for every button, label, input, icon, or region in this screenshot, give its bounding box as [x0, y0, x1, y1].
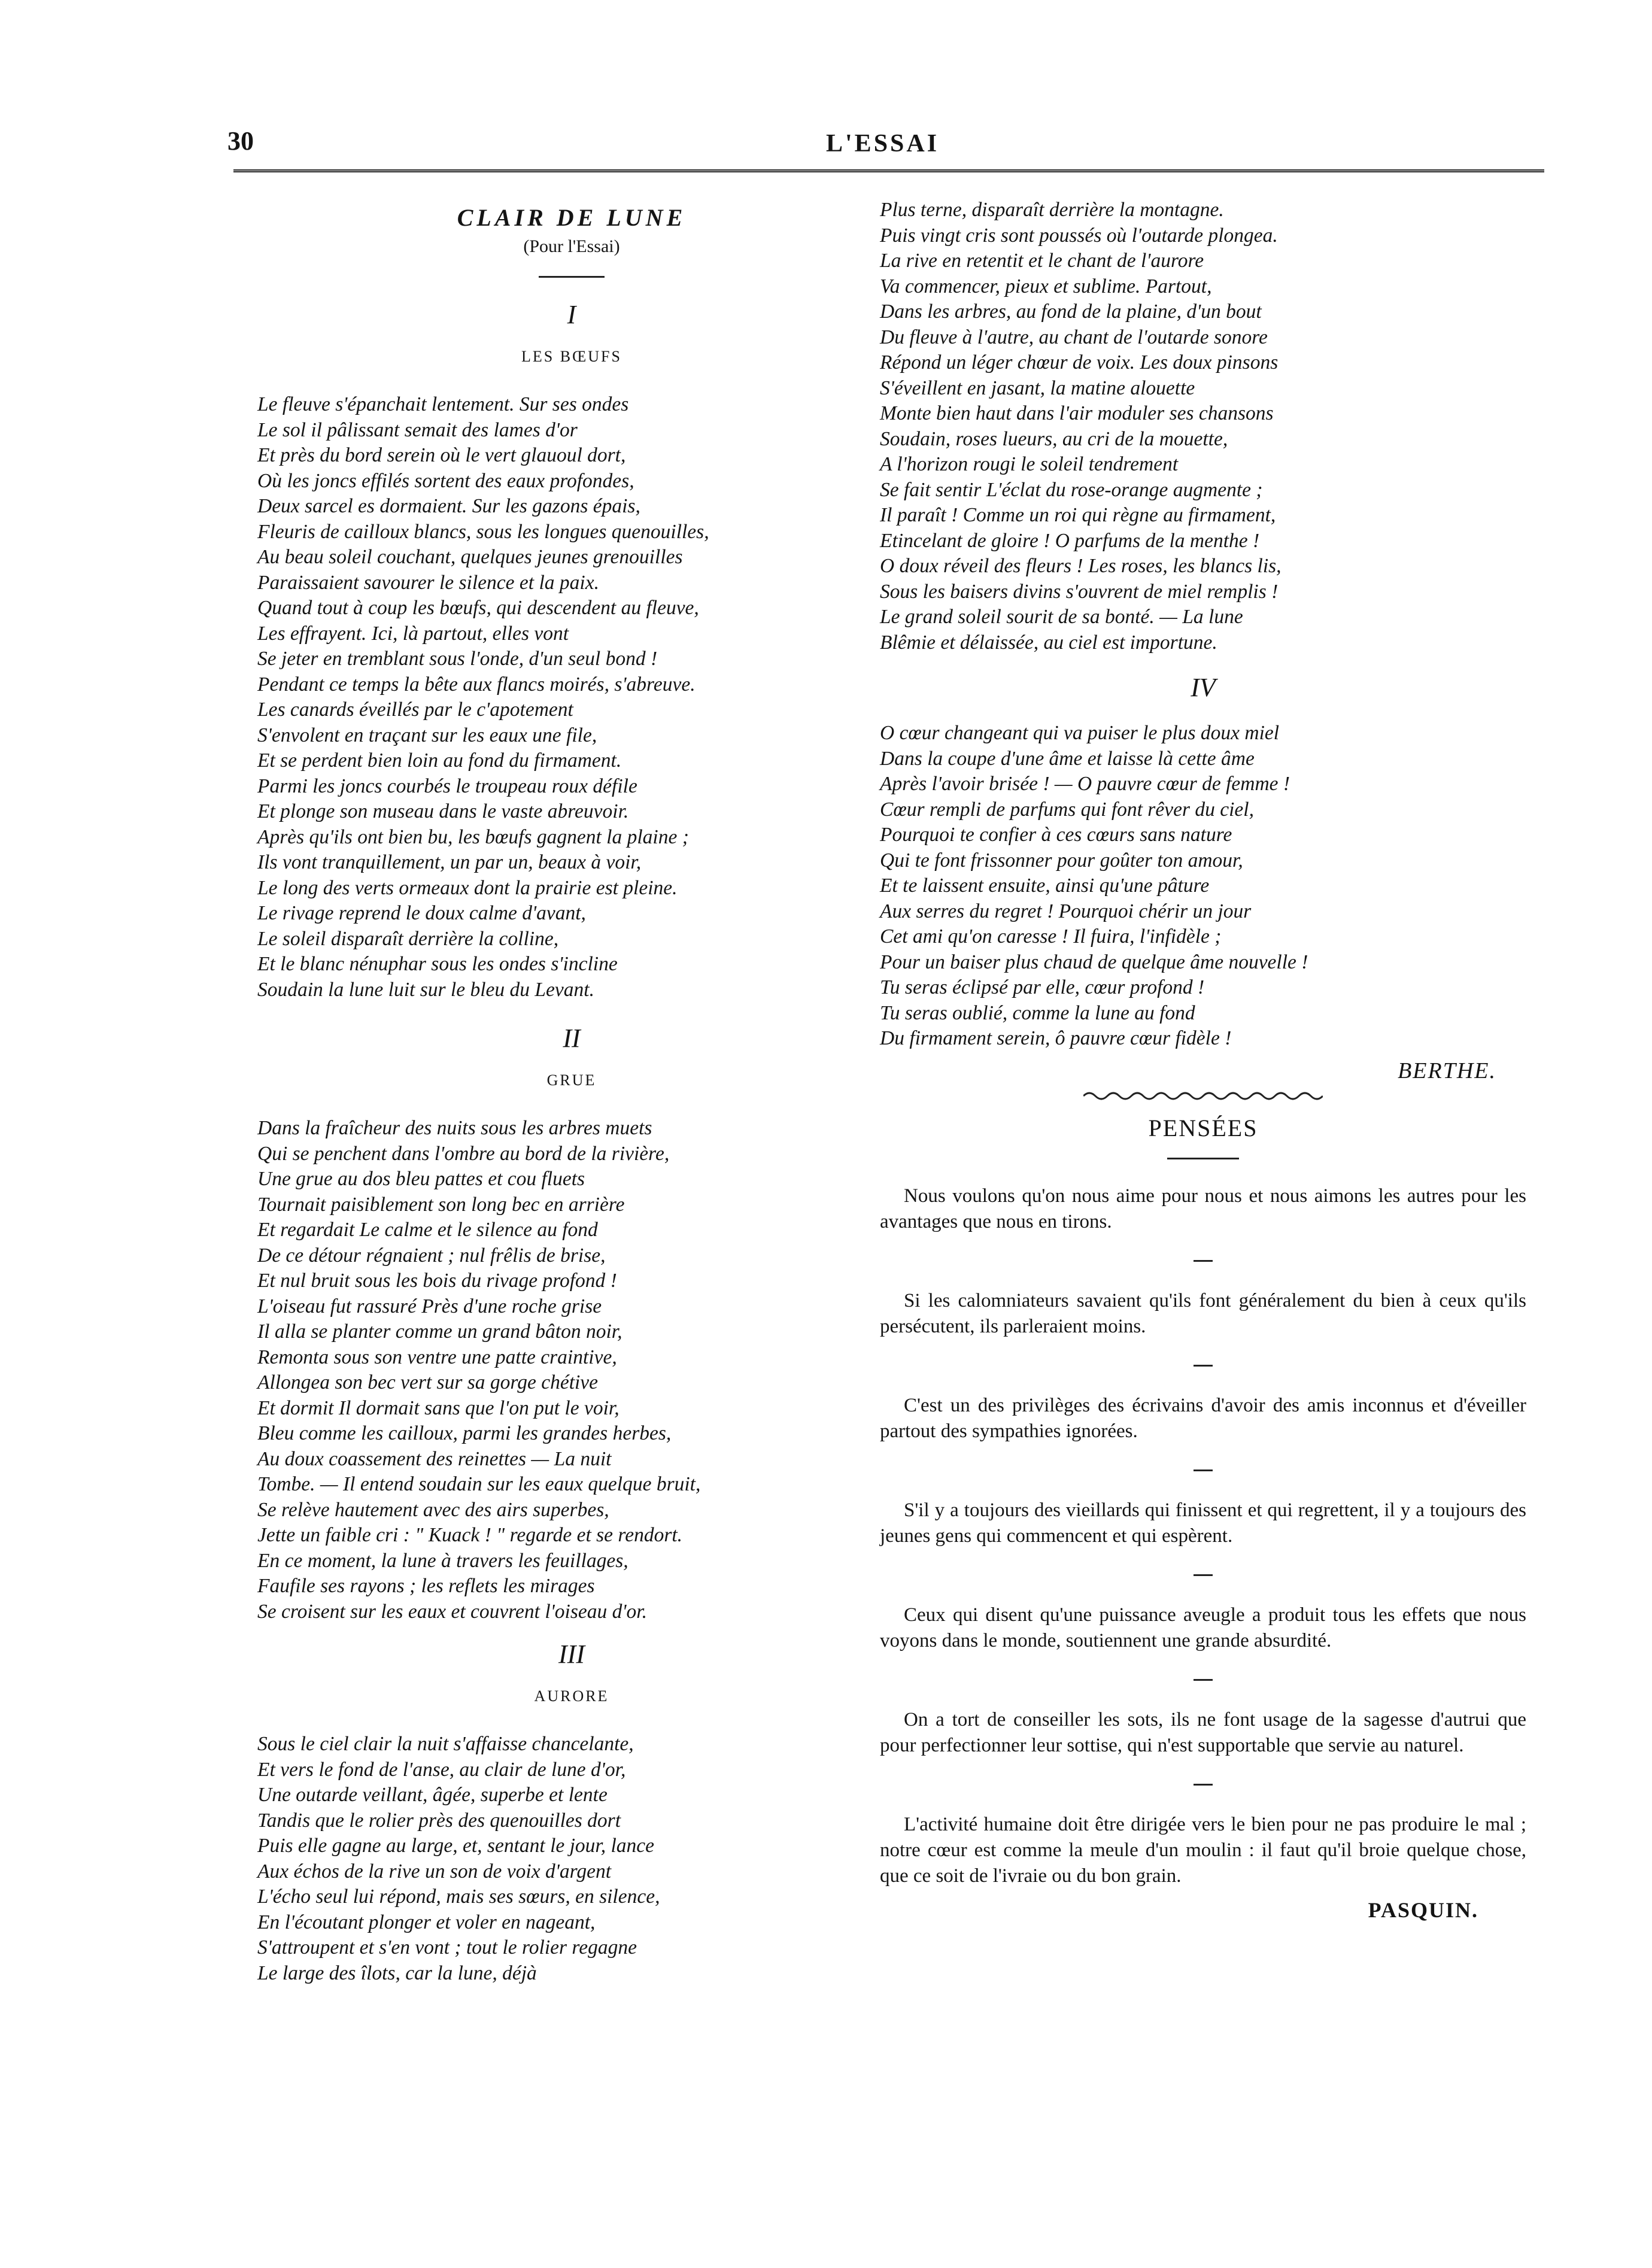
verse-line: Une grue au dos bleu pattes et cou fluets: [257, 1168, 585, 1190]
verse-line: S'éveillent en jasant, la matine alouette: [880, 377, 1195, 399]
right-column: [880, 198, 1526, 1923]
section-title: AURORE: [534, 1687, 609, 1705]
verse-line: Se fait sentir L'éclat du rose-orange augmente ;: [880, 478, 1263, 501]
pensee-separator: [1194, 1260, 1213, 1262]
page-header: [227, 126, 1425, 174]
verse-line: Plus terne, disparaît derrière la montagne.: [880, 199, 1224, 221]
verse-line: Cœur rempli de parfums qui font rêver du ciel,: [880, 798, 1254, 821]
pensee-separator: [1194, 1365, 1213, 1367]
verse-line: Pourquoi te confier à ces cœurs sans nature: [880, 824, 1232, 846]
pensee-paragraph: Ceux qui disent qu'une puissance aveugle a produit tous les effets que nous voyons dans le monde, soutiennent une grande absurdité.: [880, 1604, 1526, 1651]
verse-line: S'attroupent et s'en vont ; tout le rolier regagne: [257, 1936, 637, 1959]
verse-line: Bleu comme les cailloux, parmi les grandes herbes,: [257, 1422, 672, 1444]
verse-line: Cet ami qu'on caresse ! Il fuira, l'infidèle ;: [880, 925, 1222, 948]
verse-line: Au beau soleil couchant, quelques jeunes grenouilles: [257, 546, 683, 568]
verse-line: Et se perdent bien loin au fond du firmament.: [257, 749, 622, 772]
verse-line: Et nul bruit sous les bois du rivage profond !: [257, 1270, 617, 1292]
verse-line: Allongea son bec vert sur sa gorge chétive: [257, 1371, 599, 1393]
verse-line: O doux réveil des fleurs ! Les roses, les blancs lis,: [880, 555, 1281, 577]
section-numeral: IV: [1191, 673, 1216, 702]
pensee-separator: [1194, 1679, 1213, 1681]
header-rule: [233, 169, 1544, 172]
verse-line: Pour un baiser plus chaud de quelque âme nouvelle !: [880, 951, 1308, 973]
verse-line: Sous le ciel clair la nuit s'affaisse chancelante,: [257, 1733, 634, 1755]
verse-line: Paraissaient savourer le silence et la paix.: [257, 571, 599, 594]
verse-line: Deux sarcel es dormaient. Sur les gazons épais,: [257, 495, 640, 517]
verse-line: Qui se penchent dans l'ombre au bord de la rivière,: [257, 1142, 670, 1165]
verse-line: Quand tout à coup les bœufs, qui descendent au fleuve,: [257, 597, 699, 619]
verse-line: Se jeter en tremblant sous l'onde, d'un seul bond !: [257, 648, 658, 670]
section-numeral: I: [567, 300, 576, 329]
section-numeral: II: [563, 1024, 581, 1053]
pensee-separator: [1194, 1784, 1213, 1786]
verse-block: [880, 198, 1526, 655]
verse-line: Le large des îlots, car la lune, déjà: [257, 1962, 537, 1984]
verse-line: Les effrayent. Ici, là partout, elles vont: [257, 622, 569, 645]
verse-line: Sous les baisers divins s'ouvrent de miel remplis !: [880, 580, 1279, 603]
verse-line: Et te laissent ensuite, ainsi qu'une pâture: [880, 875, 1210, 897]
left-column: [257, 198, 886, 1986]
verse-block: [257, 392, 886, 1003]
verse-line: Après l'avoir brisée ! — O pauvre cœur de femme !: [880, 773, 1290, 795]
verse-line: Aux serres du regret ! Pourquoi chérir un jour: [880, 900, 1252, 922]
verse-line: Aux échos de la rive un son de voix d'argent: [257, 1860, 612, 1883]
poem-signature: BERTHE.: [1398, 1058, 1496, 1083]
verse-line: Tandis que le rolier près des quenouilles dort: [257, 1809, 621, 1832]
pensee-paragraph: Nous voulons qu'on nous aime pour nous et nous aimons les autres pour les avantages que nous en tirons.: [880, 1185, 1526, 1232]
verse-line: Qui te font frissonner pour goûter ton amour,: [880, 849, 1243, 872]
poem-dedication: (Pour l'Essai): [523, 236, 620, 256]
verse-line: Pendant ce temps la bête aux flancs moirés, s'abreuve.: [257, 673, 696, 696]
pensee-separator: [1194, 1470, 1213, 1471]
verse-line: Puis elle gagne au large, et, sentant le jour, lance: [257, 1835, 655, 1857]
verse-line: Le long des verts ormeaux dont la prairie est pleine.: [257, 876, 678, 899]
verse-line: Au doux coassement des reinettes — La nuit: [257, 1447, 612, 1470]
verse-line: Se relève hautement avec des airs superbes,: [257, 1498, 609, 1521]
verse-block: [257, 1116, 886, 1625]
wavy-divider: [1083, 1090, 1323, 1102]
verse-line: A l'horizon rougi le soleil tendrement: [880, 453, 1179, 475]
section-numeral: III: [558, 1639, 585, 1669]
verse-line: Et plonge son museau dans le vaste abreuvoir.: [257, 800, 629, 822]
verse-line: Fleuris de cailloux blancs, sous les longues quenouilles,: [257, 520, 709, 543]
verse-line: Etincelant de gloire ! O parfums de la menthe !: [880, 529, 1260, 552]
pensee-paragraph: C'est un des privilèges des écrivains d'avoir des amis inconnus et d'éveiller partout des sympathies ignorées.: [880, 1394, 1526, 1442]
verse-line: Ils vont tranquillement, un par un, beaux à voir,: [257, 851, 642, 873]
verse-line: Va commencer, pieux et sublime. Partout,: [880, 275, 1212, 297]
verse-line: Soudain, roses lueurs, au cri de la mouette,: [880, 427, 1228, 450]
verse-line: Il paraît ! Comme un roi qui règne au firmament,: [880, 504, 1276, 526]
section-title: LES BŒUFS: [521, 348, 622, 365]
verse-line: En ce moment, la lune à travers les feuillages,: [257, 1549, 628, 1572]
verse-line: Et regardait Le calme et le silence au fond: [257, 1219, 598, 1241]
verse-line: S'envolent en traçant sur les eaux une file,: [257, 724, 597, 746]
verse-line: De ce détour régnaient ; nul frêlis de brise,: [257, 1244, 606, 1267]
pensee-paragraph: Si les calomniateurs savaient qu'ils font généralement du bien à ceux qu'ils persécutent, ils parleraient moins.: [880, 1289, 1526, 1337]
verse-line: Tu seras oublié, comme la lune au fond: [880, 1001, 1195, 1024]
verse-line: Il alla se planter comme un grand bâton noir,: [257, 1320, 622, 1343]
poem-title: CLAIR DE LUNE: [457, 204, 687, 231]
verse-line: Dans les arbres, au fond de la plaine, d'un bout: [880, 300, 1262, 323]
verse-line: L'écho seul lui répond, mais ses sœurs, en silence,: [257, 1886, 660, 1908]
verse-line: En l'écoutant plonger et voler en nageant,: [257, 1911, 596, 1933]
pensees-signature: PASQUIN.: [1368, 1897, 1478, 1922]
title-rule: [539, 276, 605, 278]
page-number: 30: [227, 126, 254, 156]
pensee-paragraph: S'il y a toujours des vieillards qui finissent et qui regrettent, il y a toujours des jeunes gens qui commencent et qui espèrent.: [880, 1499, 1526, 1547]
verse-block: [880, 721, 1526, 1052]
pensees-title: PENSÉES: [1148, 1114, 1258, 1141]
verse-line: La rive en retentit et le chant de l'aurore: [880, 250, 1204, 272]
verse-line: Tu seras éclipsé par elle, cœur profond !: [880, 976, 1205, 998]
verse-line: Se croisent sur les eaux et couvrent l'oiseau d'or.: [257, 1600, 648, 1623]
verse-line: Les canards éveillés par le c'apotement: [257, 699, 573, 721]
verse-line: Puis vingt cris sont poussés où l'outarde plongea.: [880, 224, 1278, 247]
verse-line: Dans la coupe d'une âme et laisse là cette âme: [880, 747, 1255, 770]
verse-line: Remonta sous son ventre une patte craintive,: [257, 1346, 617, 1368]
verse-line: Le sol il pâlissant semait des lames d'or: [257, 418, 578, 441]
verse-line: Une outarde veillant, âgée, superbe et lente: [257, 1784, 608, 1806]
verse-line: Et le blanc nénuphar sous les ondes s'incline: [257, 953, 618, 975]
pensee-paragraph: On a tort de conseiller les sots, ils ne font usage de la sagesse d'autrui que pour perfectionner leur sottise, qui n'est supportable que servie au naturel.: [880, 1708, 1526, 1756]
pensee-paragraph: L'activité humaine doit être dirigée vers le bien pour ne pas produire le mal ; notre cœur est comme la meule d'un moulin : il faut qu'il broie quelque chose, que ce soit de l'ivraie ou du bon grain.: [880, 1813, 1526, 1887]
verse-line: Où les joncs effilés sortent des eaux profondes,: [257, 469, 634, 492]
verse-line: Soudain la lune luit sur le bleu du Levant.: [257, 978, 594, 1001]
verse-line: Répond un léger chœur de voix. Les doux pinsons: [880, 351, 1279, 374]
verse-line: O cœur changeant qui va puiser le plus doux miel: [880, 722, 1280, 744]
verse-line: Du firmament serein, ô pauvre cœur fidèle !: [880, 1027, 1232, 1049]
pensees-rule: [1167, 1158, 1239, 1159]
verse-line: Dans la fraîcheur des nuits sous les arbres muets: [257, 1117, 652, 1139]
verse-line: Monte bien haut dans l'air moduler ses chansons: [880, 402, 1274, 424]
journal-title: L'ESSAI: [826, 130, 940, 157]
verse-line: Le rivage reprend le doux calme d'avant,: [257, 902, 586, 924]
verse-line: Du fleuve à l'autre, au chant de l'outarde sonore: [880, 326, 1268, 348]
verse-line: Le soleil disparaît derrière la colline,: [257, 927, 559, 950]
verse-line: Parmi les joncs courbés le troupeau roux défile: [257, 775, 637, 797]
verse-line: Le fleuve s'épanchait lentement. Sur ses ondes: [257, 393, 629, 415]
verse-line: Et vers le fond de l'anse, au clair de lune d'or,: [257, 1758, 626, 1781]
verse-line: Le grand soleil sourit de sa bonté. — La lune: [880, 606, 1243, 628]
verse-line: Tournait paisiblement son long bec en arrière: [257, 1193, 625, 1216]
pensee-separator: [1194, 1574, 1213, 1576]
verse-line: Après qu'ils ont bien bu, les bœufs gagnent la plaine ;: [257, 825, 689, 848]
verse-line: L'oiseau fut rassuré Près d'une roche grise: [257, 1295, 602, 1317]
verse-line: Jette un faible cri : " Kuack ! " regarde et se rendort.: [257, 1524, 683, 1546]
verse-line: Faufile ses rayons ; les reflets les mirages: [257, 1575, 595, 1597]
verse-line: Blêmie et délaissée, au ciel est importune.: [880, 631, 1217, 654]
verse-line: Tombe. — Il entend soudain sur les eaux quelque bruit,: [257, 1473, 701, 1495]
pensees-body: [880, 1183, 1526, 1889]
verse-line: Et dormit Il dormait sans que l'on put le voir,: [257, 1396, 620, 1419]
verse-block: [257, 1732, 886, 1986]
verse-line: Et près du bord serein où le vert glauoul dort,: [257, 444, 626, 466]
section-title: GRUE: [546, 1071, 597, 1089]
